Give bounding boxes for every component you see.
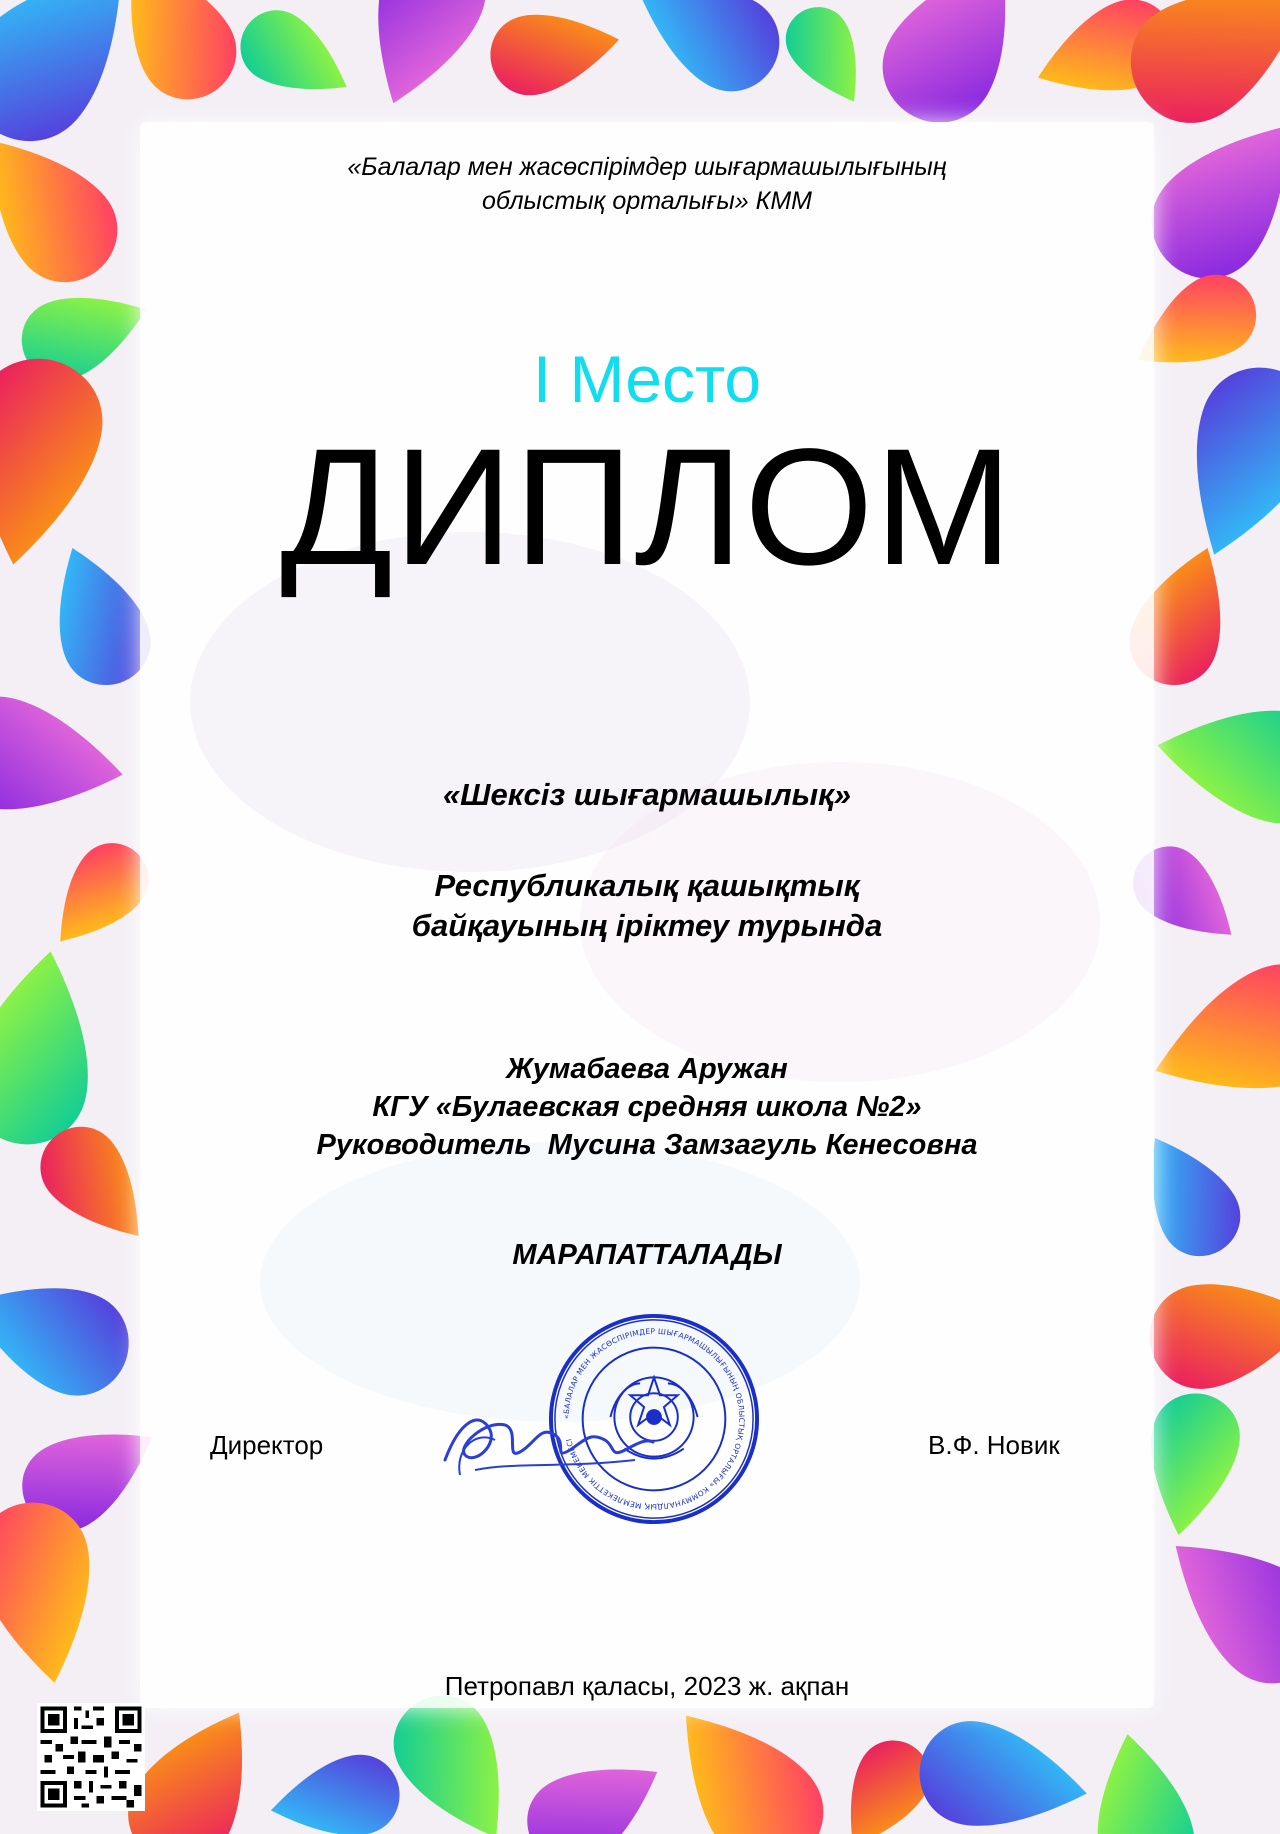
svg-text:«БАЛАЛАР МЕН ЖАСӨСПІРІМДЕР ШЫҒ: «БАЛАЛАР МЕН ЖАСӨСПІРІМДЕР ШЫҒАРМАШЫЛЫҒЫНЫҢ ОБЛЫСТЫҚ ОРТАЛЫҒЫ» КОММУНАЛДЫҚ МЕМЛЕКЕТТІК МЕКЕМЕСІ xyxy=(561,1326,747,1512)
director-signature xyxy=(435,1390,660,1490)
organization-name xyxy=(140,150,1154,218)
footer-place-date: Петропавл қаласы, 2023 ж. ақпан xyxy=(444,1671,850,1701)
contest-name: «Шексіз шығармашылық» xyxy=(442,777,852,812)
organization-line-2: облыстық орталығы» КММ xyxy=(482,187,812,215)
stage-line-1: Республикалық қашықтық xyxy=(434,868,860,903)
recipient-block xyxy=(140,1050,1154,1164)
contest-stage xyxy=(140,866,1154,946)
award-text: МАРАПАТТАЛАДЫ xyxy=(512,1239,782,1271)
director-name: В.Ф. Новик xyxy=(928,1430,1060,1460)
stage-line-2: байқауының іріктеу турында xyxy=(411,908,883,943)
recipient-school: КГУ «Булаевская средняя школа №2» xyxy=(372,1091,922,1123)
place-heading: I Место xyxy=(532,342,762,416)
director-label: Директор xyxy=(210,1430,324,1460)
qr-code-icon xyxy=(37,1703,145,1811)
organization-line-1: «Балалар мен жасөспірімдер шығармашылығының xyxy=(347,153,947,181)
recipient-name: Жумабаева Аружан xyxy=(506,1053,788,1085)
recipient-supervisor: Руководитель Мусина Замзагуль Кенесовна xyxy=(316,1129,978,1161)
page-title: ДИПЛОМ xyxy=(280,415,1014,600)
